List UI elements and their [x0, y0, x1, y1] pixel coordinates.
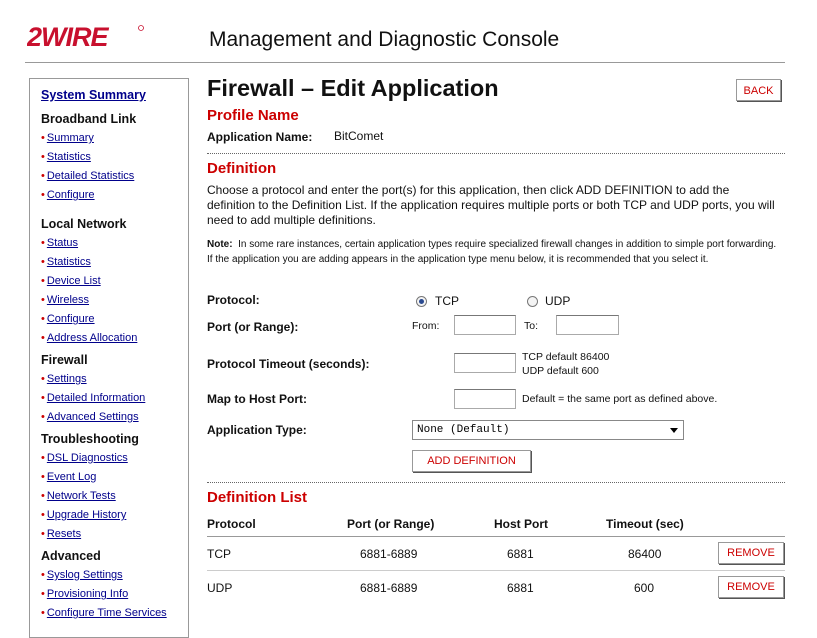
protocol-timeout-input[interactable] — [454, 353, 516, 373]
column-header-host-port: Host Port — [494, 517, 548, 531]
remove-button[interactable]: REMOVE — [718, 542, 784, 564]
udp-default-hint: UDP default 600 — [522, 365, 599, 377]
row-host-port: 6881 — [507, 547, 534, 561]
sidebar-item — [41, 508, 139, 527]
column-header-port-range: Port (or Range) — [347, 517, 435, 531]
bullet-icon: • — [41, 237, 45, 249]
port-range-label: Port (or Range): — [207, 320, 299, 334]
sidebar-link[interactable]: Upgrade History — [46, 509, 127, 521]
sidebar-item — [41, 188, 136, 207]
sidebar-link[interactable]: Wireless — [46, 294, 90, 306]
remove-button[interactable]: REMOVE — [718, 576, 784, 598]
sidebar-item — [41, 410, 145, 429]
bullet-icon: • — [41, 294, 45, 306]
sidebar-link[interactable]: Device List — [46, 275, 101, 287]
sidebar-group-heading: Broadband Link — [41, 112, 137, 126]
table-divider — [207, 536, 785, 537]
sidebar-item — [41, 236, 137, 255]
add-definition-button[interactable]: ADD DEFINITION — [412, 450, 531, 472]
bullet-icon: • — [41, 452, 45, 464]
application-type-select[interactable] — [412, 420, 684, 440]
bullet-icon: • — [41, 332, 45, 344]
protocol-timeout-label: Protocol Timeout (seconds): — [207, 357, 370, 371]
sidebar-nav — [29, 78, 189, 638]
bullet-icon: • — [41, 132, 45, 144]
sidebar-link[interactable]: Provisioning Info — [46, 588, 129, 600]
application-name-value: BitComet — [334, 129, 384, 143]
2wire-logo — [27, 22, 145, 52]
sidebar-link[interactable]: Detailed Information — [46, 392, 146, 404]
sidebar-item — [41, 293, 137, 312]
bullet-icon: • — [41, 189, 45, 201]
bullet-icon: • — [41, 471, 45, 483]
application-type-label: Application Type: — [207, 423, 307, 437]
row-timeout: 86400 — [628, 547, 662, 561]
port-to-input[interactable] — [556, 315, 619, 335]
page-title: Firewall – Edit Application — [207, 75, 499, 101]
protocol-udp-label: UDP — [545, 294, 571, 308]
tcp-default-hint: TCP default 86400 — [522, 351, 610, 363]
sidebar-item — [41, 372, 145, 391]
table-divider — [207, 570, 785, 571]
sidebar-group — [41, 112, 136, 207]
protocol-tcp-radio[interactable] — [416, 296, 427, 307]
row-ports: 6881-6889 — [360, 547, 418, 561]
sidebar-link[interactable]: Settings — [46, 373, 87, 385]
sidebar-link[interactable]: Status — [46, 237, 79, 249]
sidebar-item — [41, 470, 139, 489]
sidebar-group-heading: Firewall — [41, 353, 88, 367]
protocol-tcp-label: TCP — [435, 294, 459, 308]
bullet-icon: • — [41, 170, 45, 182]
bullet-icon: • — [41, 151, 45, 163]
protocol-label: Protocol: — [207, 293, 260, 307]
sidebar-item — [41, 150, 136, 169]
bullet-icon: • — [41, 411, 45, 423]
sidebar-item — [41, 587, 167, 606]
map-host-port-hint: Default = the same port as defined above. — [522, 393, 718, 405]
definition-note: Note: In some rare instances, certain application types require specialized firewall changes in addition to simple port forwarding. If the application you are adding appears in the application type menu below, it is recommended that you select it. — [207, 239, 777, 265]
to-label: To: — [524, 320, 539, 332]
sidebar-group — [41, 217, 137, 350]
bullet-icon: • — [41, 373, 45, 385]
column-header-timeout: Timeout (sec) — [606, 517, 684, 531]
sidebar-item — [41, 451, 139, 470]
sidebar-link[interactable]: Summary — [46, 132, 94, 144]
sidebar-link[interactable]: Detailed Statistics — [46, 170, 135, 182]
bullet-icon: • — [41, 528, 45, 540]
row-timeout: 600 — [634, 581, 655, 595]
bullet-icon: • — [41, 392, 45, 404]
sidebar-link[interactable]: Resets — [46, 528, 82, 540]
sidebar-link[interactable]: Statistics — [46, 151, 91, 163]
sidebar-link[interactable]: Syslog Settings — [46, 569, 123, 581]
sidebar-link[interactable]: Network Tests — [46, 490, 116, 502]
bullet-icon: • — [41, 607, 45, 619]
sidebar-group — [41, 432, 139, 546]
sidebar-item — [41, 568, 167, 587]
back-button[interactable]: BACK — [736, 79, 781, 101]
protocol-udp-radio[interactable] — [527, 296, 538, 307]
sidebar-link[interactable]: Configure Time Services — [46, 607, 167, 619]
sidebar-link-system-summary[interactable]: System Summary — [41, 88, 146, 102]
sidebar-link[interactable]: Advanced Settings — [46, 411, 139, 423]
sidebar-link[interactable]: Event Log — [46, 471, 97, 483]
bullet-icon: • — [41, 588, 45, 600]
header-divider — [25, 62, 785, 63]
definition-instructions: Choose a protocol and enter the port(s) for this application, then click ADD DEFINITION to add the definition to the Definition List. If the application requires multiple ports or both TCP and UDP ports, you will need to add multiple definitions. — [207, 183, 775, 227]
bullet-icon: • — [41, 569, 45, 581]
definition-heading: Definition — [207, 160, 277, 177]
from-label: From: — [412, 320, 440, 332]
chevron-down-icon — [670, 428, 678, 433]
sidebar-item — [41, 274, 137, 293]
port-from-input[interactable] — [454, 315, 516, 335]
application-name-label: Application Name: — [207, 130, 313, 144]
map-host-port-input[interactable] — [454, 389, 516, 409]
sidebar-group — [41, 353, 145, 429]
row-ports: 6881-6889 — [360, 581, 418, 595]
definition-list-heading: Definition List — [207, 489, 307, 506]
bullet-icon: • — [41, 313, 45, 325]
sidebar-group-heading: Advanced — [41, 549, 101, 563]
sidebar-item — [41, 527, 139, 546]
row-host-port: 6881 — [507, 581, 534, 595]
sidebar-group — [41, 549, 167, 625]
sidebar-link[interactable]: Configure — [46, 189, 95, 201]
sidebar-link[interactable]: Statistics — [46, 256, 91, 268]
application-type-value: None (Default) — [417, 424, 510, 436]
sidebar-group-heading: Troubleshooting — [41, 432, 139, 446]
sidebar-item — [41, 169, 136, 188]
sidebar-link[interactable]: Address Allocation — [46, 332, 138, 344]
row-protocol: UDP — [207, 581, 233, 595]
sidebar-group-heading: Local Network — [41, 217, 127, 231]
bullet-icon: • — [41, 256, 45, 268]
sidebar-item — [41, 489, 139, 508]
section-divider — [207, 482, 785, 483]
console-title: Management and Diagnostic Console — [209, 28, 560, 51]
svg-text:2WIRE: 2WIRE — [27, 22, 108, 52]
sidebar-item — [41, 255, 137, 274]
sidebar-item — [41, 331, 137, 350]
column-header-protocol: Protocol — [207, 517, 256, 531]
profile-name-heading: Profile Name — [207, 107, 299, 124]
sidebar-link[interactable]: DSL Diagnostics — [46, 452, 128, 464]
section-divider — [207, 153, 785, 154]
sidebar-item — [41, 131, 136, 150]
bullet-icon: • — [41, 509, 45, 521]
sidebar-link[interactable]: Configure — [46, 313, 95, 325]
row-protocol: TCP — [207, 547, 231, 561]
bullet-icon: • — [41, 490, 45, 502]
map-host-port-label: Map to Host Port: — [207, 392, 307, 406]
sidebar-item — [41, 312, 137, 331]
sidebar-item — [41, 391, 145, 410]
bullet-icon: • — [41, 275, 45, 287]
